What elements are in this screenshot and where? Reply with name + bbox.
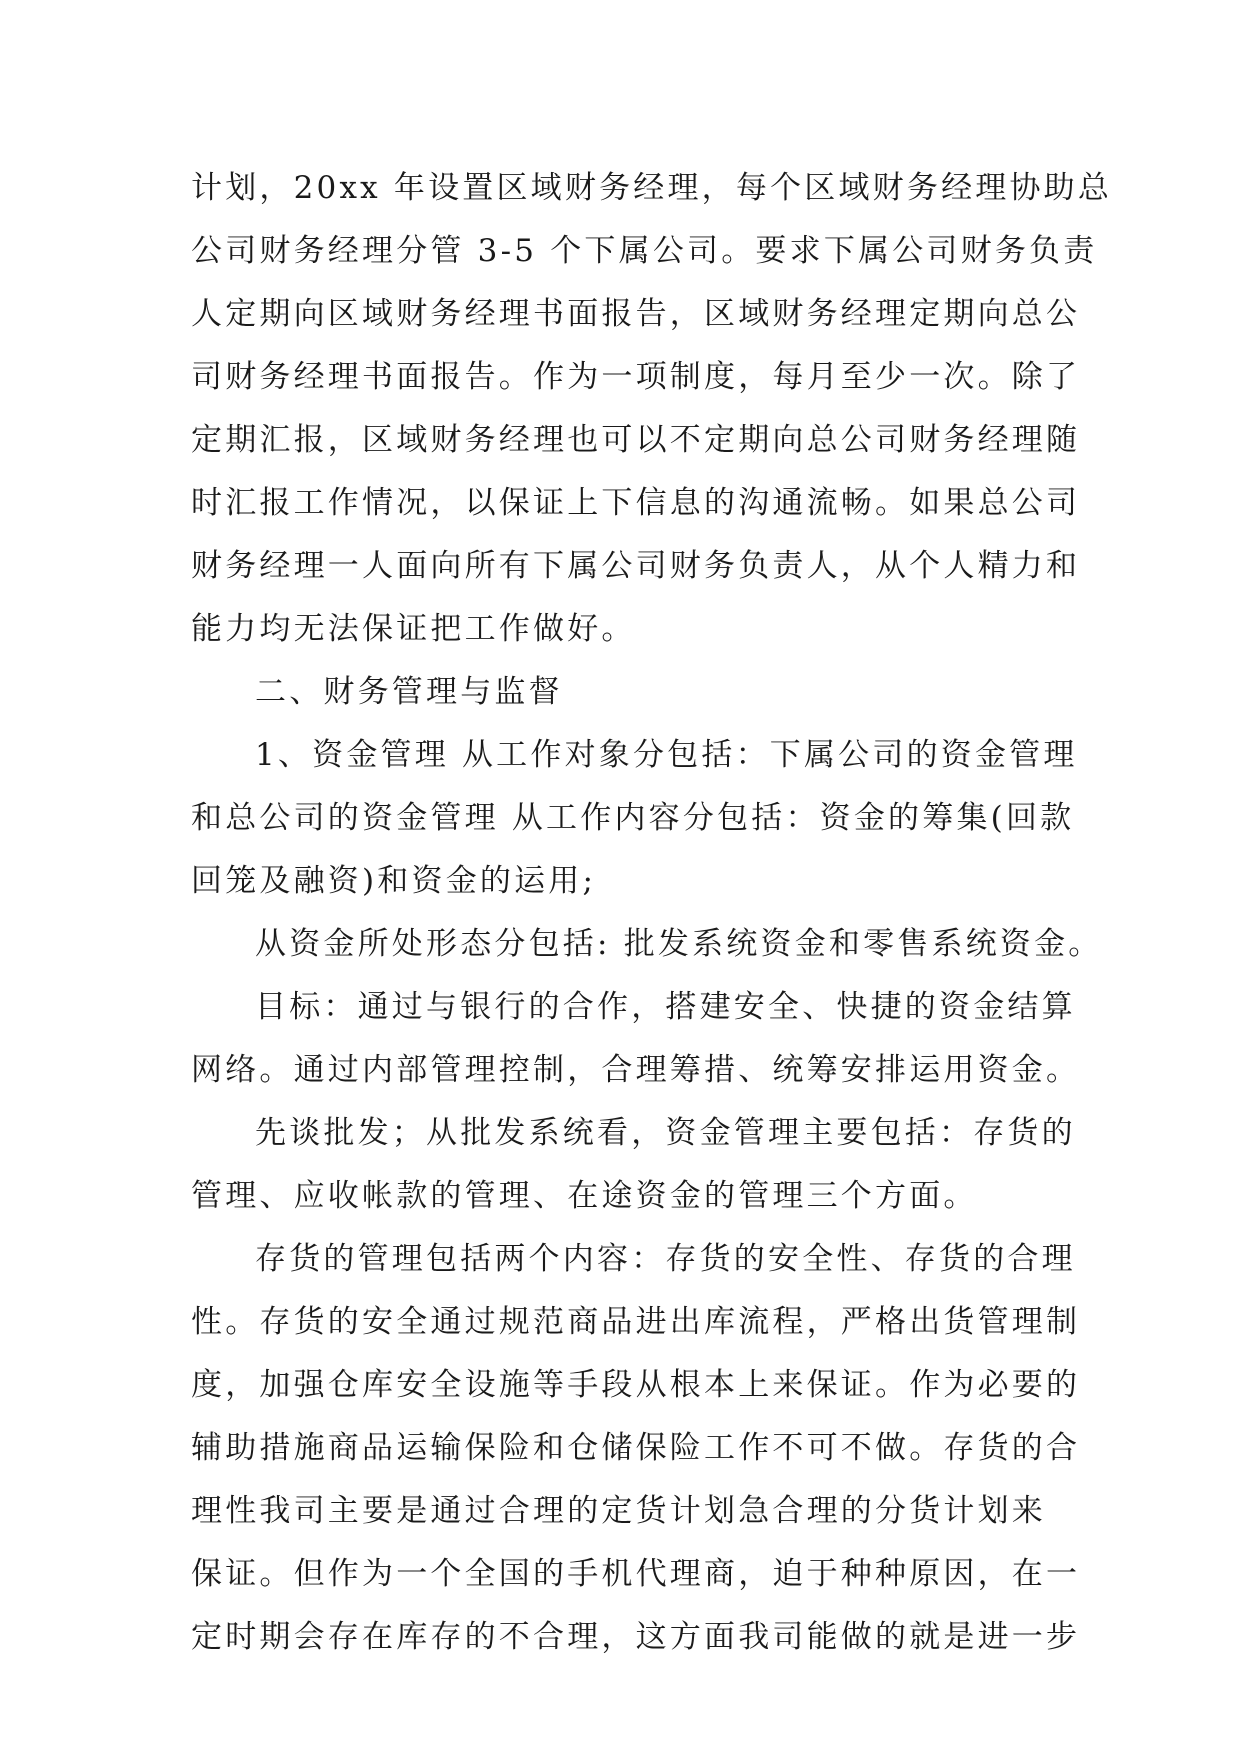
text-line: 辅助措施商品运输保险和仓储保险工作不可不做。存货的合 <box>191 1430 1081 1466</box>
body-text <box>191 157 1113 1669</box>
text-line: 和总公司的资金管理 从工作内容分包括：资金的筹集(回款 <box>191 800 1075 836</box>
text-line: 管理、应收帐款的管理、在途资金的管理三个方面。 <box>191 1178 978 1214</box>
text-line: 财务经理一人面向所有下属公司财务负责人，从个人精力和 <box>191 548 1081 584</box>
text-line: 司财务经理书面报告。作为一项制度，每月至少一次。除了 <box>191 359 1081 395</box>
section-heading: 二、财务管理与监督 <box>255 674 563 710</box>
text-line: 人定期向区域财务经理书面报告，区域财务经理定期向总公 <box>191 296 1081 332</box>
text-line: 时汇报工作情况，以保证上下信息的沟通流畅。如果总公司 <box>191 485 1081 521</box>
text-line: 定时期会存在库存的不合理，这方面我司能做的就是进一步 <box>191 1619 1081 1655</box>
text-line: 公司财务经理分管 3-5 个下属公司。要求下属公司财务负责 <box>191 233 1098 269</box>
text-line: 理性我司主要是通过合理的定货计划急合理的分货计划来 <box>191 1493 1046 1529</box>
text-line: 保证。但作为一个全国的手机代理商，迫于种种原因，在一 <box>191 1556 1081 1592</box>
text-line: 存货的管理包括两个内容：存货的安全性、存货的合理 <box>255 1241 1076 1277</box>
text-line: 目标：通过与银行的合作，搭建安全、快捷的资金结算 <box>255 989 1076 1025</box>
text-line: 回笼及融资)和资金的运用; <box>191 863 597 899</box>
text-line: 1、资金管理 从工作对象分包括：下属公司的资金管理 <box>255 737 1078 773</box>
text-line: 网络。通过内部管理控制，合理筹措、统筹安排运用资金。 <box>191 1052 1081 1088</box>
text-line: 先谈批发；从批发系统看，资金管理主要包括：存货的 <box>255 1115 1076 1151</box>
text-line: 能力均无法保证把工作做好。 <box>191 611 636 647</box>
text-line: 性。存货的安全通过规范商品进出库流程，严格出货管理制 <box>191 1304 1081 1340</box>
text-line: 从资金所处形态分包括: 批发系统资金和零售系统资金。 <box>255 926 1103 962</box>
text-line: 定期汇报，区域财务经理也可以不定期向总公司财务经理随 <box>191 422 1081 458</box>
text-line: 度，加强仓库安全设施等手段从根本上来保证。作为必要的 <box>191 1367 1081 1403</box>
text-line: 计划，20xx 年设置区域财务经理，每个区域财务经理协助总 <box>191 170 1113 206</box>
